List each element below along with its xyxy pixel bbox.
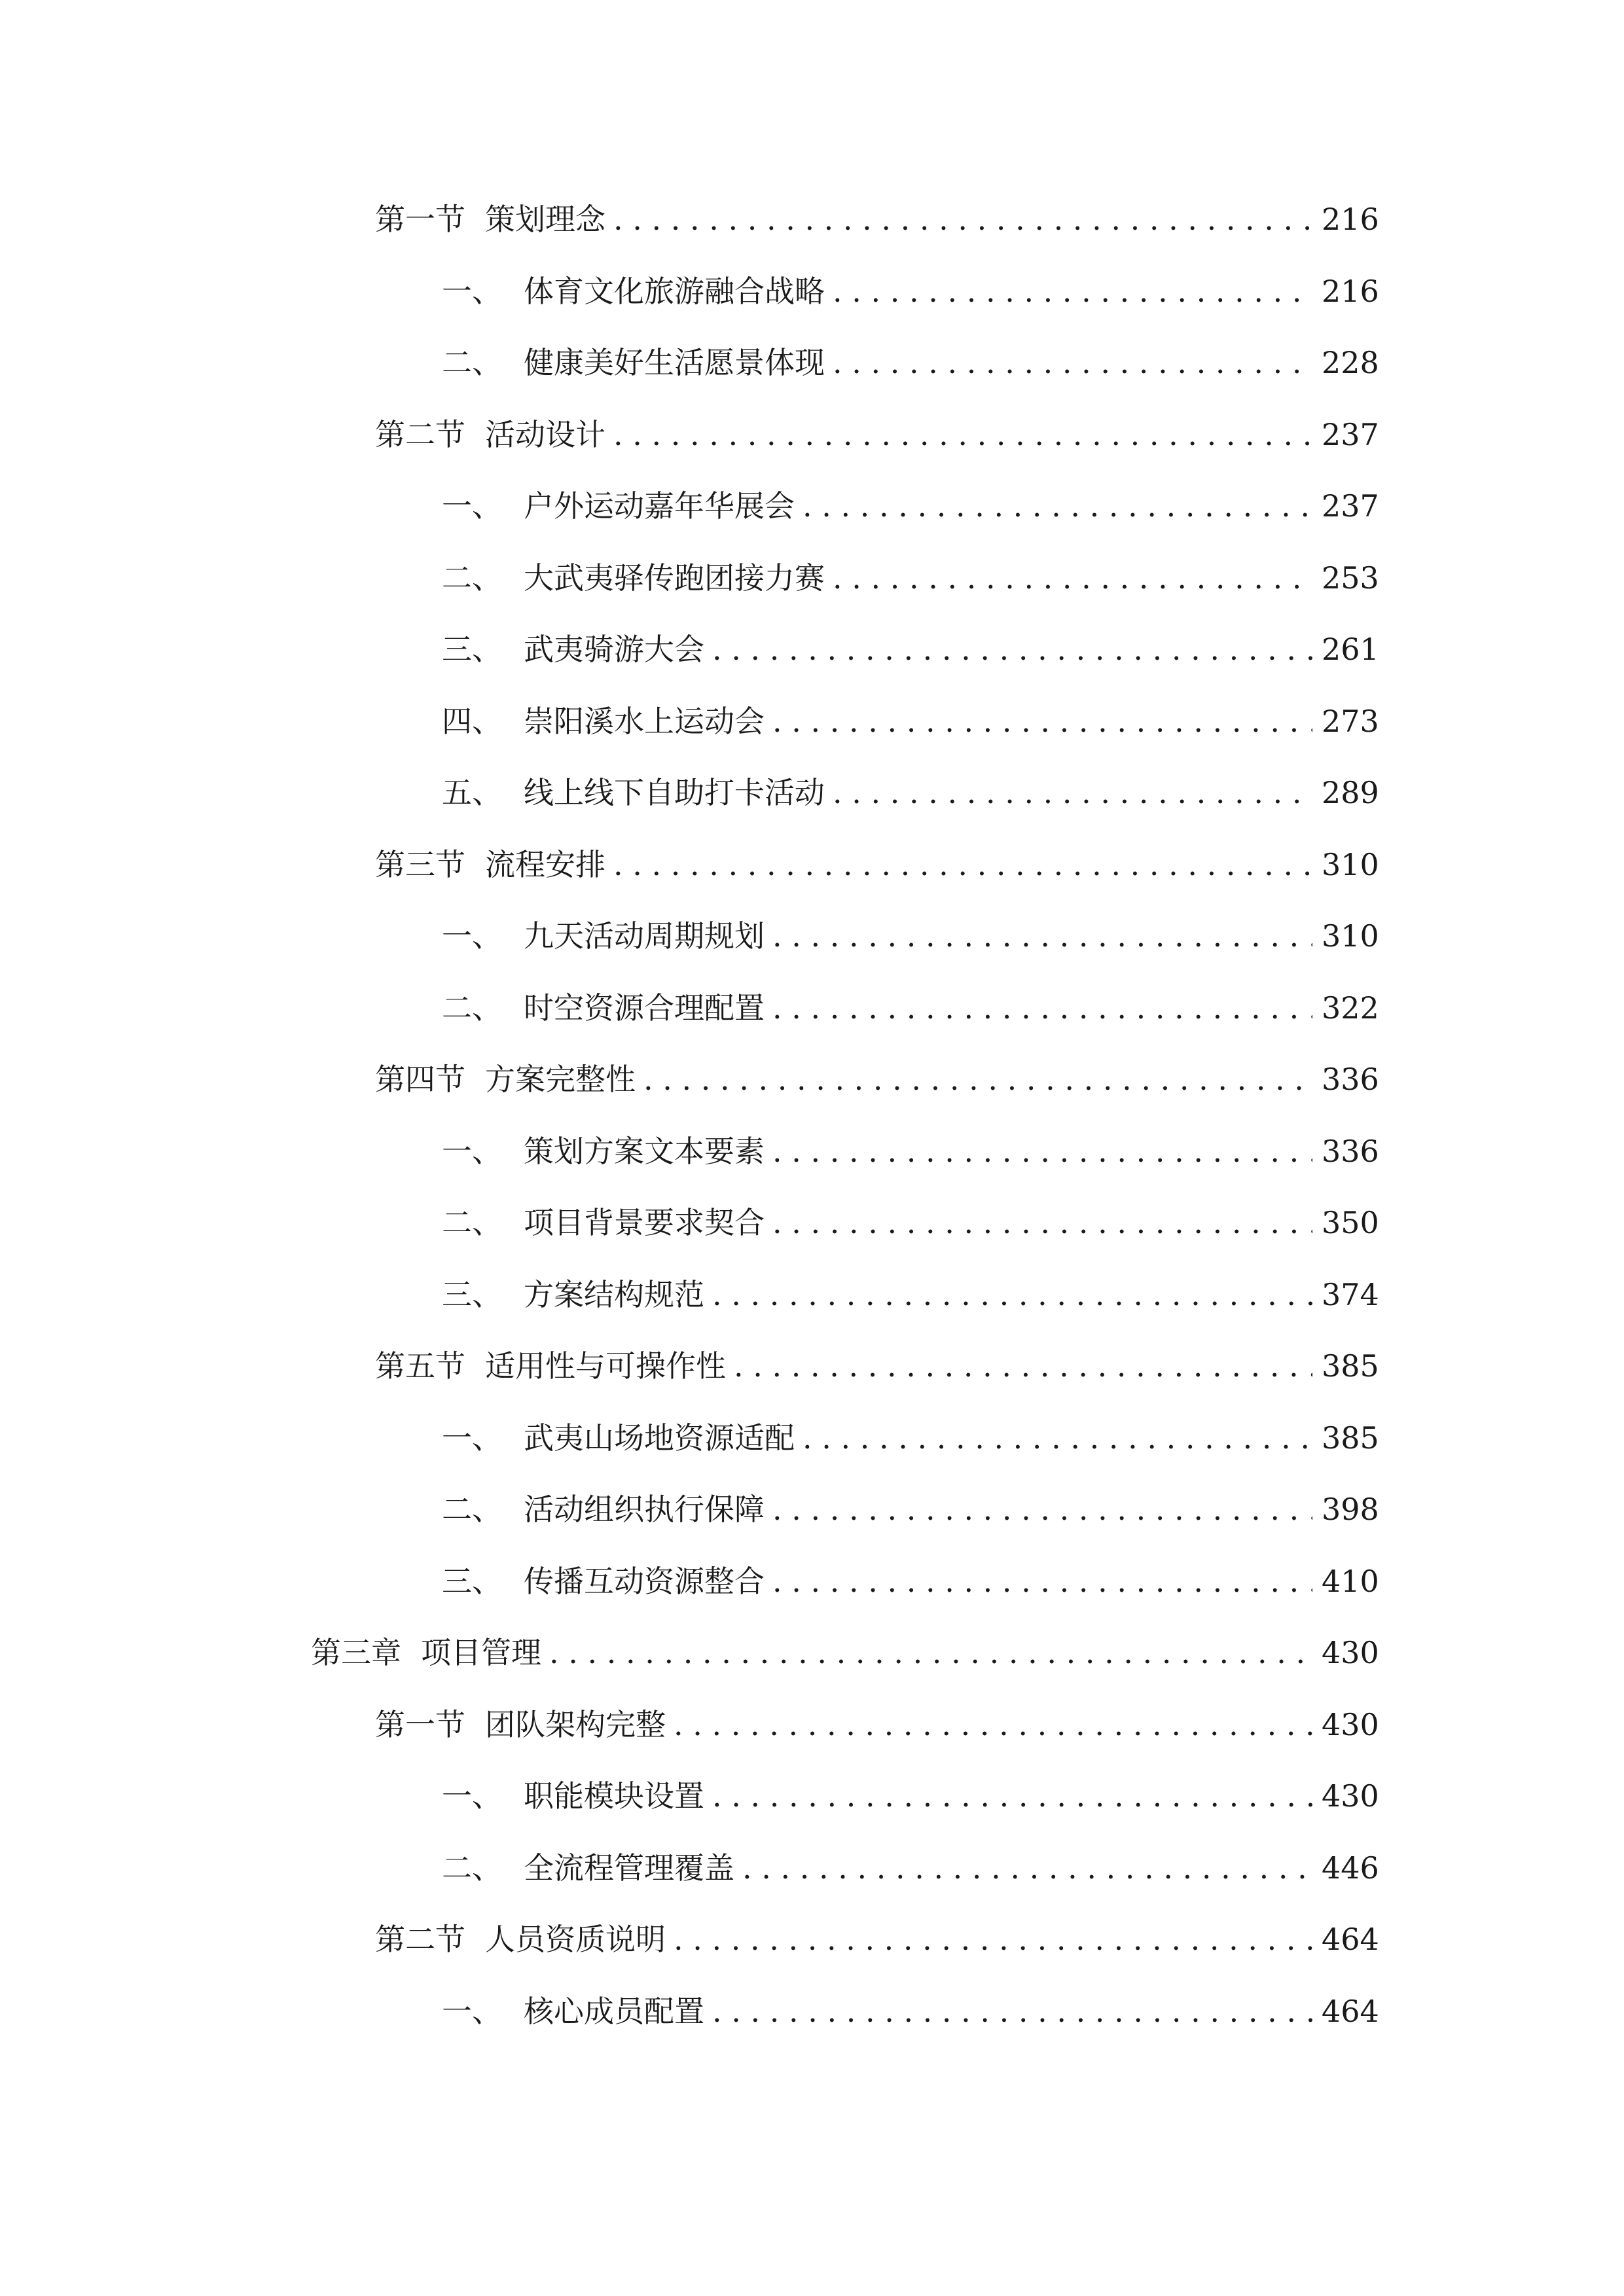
dot-leader bbox=[734, 1343, 1312, 1389]
toc-entry-page: 336 bbox=[1322, 1134, 1379, 1169]
toc-entry[interactable] bbox=[375, 196, 1379, 242]
toc-entry[interactable] bbox=[375, 842, 1379, 888]
toc-entry-title: 团队架构完整 bbox=[485, 1707, 666, 1742]
toc-entry-page: 216 bbox=[1322, 202, 1379, 237]
dot-leader bbox=[613, 842, 1312, 888]
toc-entry-title: 武夷骑游大会 bbox=[524, 632, 704, 667]
toc-entry-page: 310 bbox=[1322, 918, 1379, 954]
toc-entry-number: 一、 bbox=[442, 1778, 502, 1814]
toc-entry-title: 武夷山场地资源适配 bbox=[524, 1420, 795, 1456]
toc-entry-number: 第五节 bbox=[375, 1348, 465, 1384]
toc-entry-page: 310 bbox=[1322, 847, 1379, 882]
toc-entry-title: 适用性与可操作性 bbox=[485, 1348, 726, 1384]
toc-entry[interactable] bbox=[442, 1128, 1379, 1174]
dot-leader bbox=[712, 1272, 1312, 1318]
toc-entry-title: 职能模块设置 bbox=[524, 1778, 704, 1814]
dot-leader bbox=[772, 985, 1312, 1031]
toc-entry[interactable] bbox=[442, 555, 1379, 601]
dot-leader bbox=[803, 1415, 1312, 1461]
toc-entry-page: 464 bbox=[1322, 1922, 1379, 1957]
toc-entry-number: 二、 bbox=[442, 1205, 502, 1240]
toc-entry-page: 446 bbox=[1322, 1850, 1379, 1886]
toc-entry-number: 三、 bbox=[442, 632, 502, 667]
toc-entry-page: 385 bbox=[1322, 1420, 1379, 1456]
toc-entry[interactable] bbox=[442, 1558, 1379, 1604]
toc-entry-page: 237 bbox=[1322, 488, 1379, 524]
toc-entry-title: 线上线下自助打卡活动 bbox=[524, 775, 825, 810]
toc-entry-title: 方案完整性 bbox=[485, 1062, 636, 1097]
toc-entry-title: 策划理念 bbox=[485, 202, 605, 237]
dot-leader bbox=[674, 1702, 1312, 1748]
dot-leader bbox=[833, 268, 1312, 314]
toc-entry[interactable] bbox=[375, 1056, 1379, 1102]
dot-leader bbox=[833, 555, 1312, 601]
toc-entry-title: 项目背景要求契合 bbox=[524, 1205, 765, 1240]
toc-entry-title: 方案结构规范 bbox=[524, 1277, 704, 1312]
toc-entry[interactable] bbox=[442, 1415, 1379, 1461]
toc-entry-page: 253 bbox=[1322, 560, 1379, 596]
toc-entry-number: 一、 bbox=[442, 1134, 502, 1169]
toc-entry[interactable] bbox=[442, 1845, 1379, 1891]
toc-entry-page: 237 bbox=[1322, 417, 1379, 452]
toc-entry-title: 流程安排 bbox=[485, 847, 605, 882]
toc-entry-number: 第四节 bbox=[375, 1062, 465, 1097]
toc-entry-number: 二、 bbox=[442, 990, 502, 1026]
toc-entry-title: 核心成员配置 bbox=[524, 1994, 704, 2029]
dot-leader bbox=[613, 196, 1312, 242]
toc-entry-title: 活动组织执行保障 bbox=[524, 1492, 765, 1527]
toc-entry-number: 二、 bbox=[442, 345, 502, 380]
toc-entry[interactable] bbox=[442, 626, 1379, 672]
toc-entry[interactable] bbox=[442, 1988, 1379, 2034]
dot-leader bbox=[772, 1558, 1312, 1604]
dot-leader bbox=[833, 770, 1312, 816]
dot-leader bbox=[772, 913, 1312, 959]
dot-leader bbox=[742, 1845, 1312, 1891]
toc-entry-number: 二、 bbox=[442, 1492, 502, 1527]
toc-entry[interactable] bbox=[442, 1486, 1379, 1532]
dot-leader bbox=[772, 1128, 1312, 1174]
toc-entry-title: 户外运动嘉年华展会 bbox=[524, 488, 795, 524]
toc-entry[interactable] bbox=[442, 770, 1379, 816]
toc-entry-page: 374 bbox=[1322, 1277, 1379, 1312]
toc-entry-number: 一、 bbox=[442, 274, 502, 309]
toc-entry-title: 活动设计 bbox=[485, 417, 605, 452]
toc-entry-page: 216 bbox=[1322, 274, 1379, 309]
dot-leader bbox=[643, 1056, 1312, 1102]
toc-entry[interactable] bbox=[442, 268, 1379, 314]
dot-leader bbox=[772, 698, 1312, 744]
toc-entry-number: 一、 bbox=[442, 1420, 502, 1456]
toc-entry[interactable] bbox=[311, 1630, 1379, 1676]
toc-entry-title: 传播互动资源整合 bbox=[524, 1564, 765, 1599]
dot-leader bbox=[712, 1988, 1312, 2034]
toc-entry-number: 二、 bbox=[442, 560, 502, 596]
toc-entry-title: 项目管理 bbox=[421, 1635, 541, 1670]
toc-entry-page: 464 bbox=[1322, 1994, 1379, 2029]
toc-entry[interactable] bbox=[442, 985, 1379, 1031]
toc-entry-page: 336 bbox=[1322, 1062, 1379, 1097]
toc-entry-number: 一、 bbox=[442, 918, 502, 954]
dot-leader bbox=[613, 412, 1312, 457]
toc-entry-title: 策划方案文本要素 bbox=[524, 1134, 765, 1169]
toc-entry-title: 体育文化旅游融合战略 bbox=[524, 274, 825, 309]
dot-leader bbox=[549, 1630, 1312, 1676]
toc-entry-number: 第三节 bbox=[375, 847, 465, 882]
toc-entry-page: 430 bbox=[1322, 1778, 1379, 1814]
toc-entry-title: 人员资质说明 bbox=[485, 1922, 666, 1957]
toc-entry-title: 全流程管理覆盖 bbox=[524, 1850, 734, 1886]
toc-entry-page: 430 bbox=[1322, 1635, 1379, 1670]
dot-leader bbox=[772, 1200, 1312, 1246]
toc-entry-page: 350 bbox=[1322, 1205, 1379, 1240]
dot-leader bbox=[803, 483, 1312, 529]
toc-entry[interactable] bbox=[442, 698, 1379, 744]
dot-leader bbox=[674, 1916, 1312, 1962]
toc-entry-number: 第三章 bbox=[311, 1635, 401, 1670]
toc-entry-number: 三、 bbox=[442, 1277, 502, 1312]
toc-entry-page: 289 bbox=[1322, 775, 1379, 810]
toc-entry[interactable] bbox=[442, 1200, 1379, 1246]
toc-entry[interactable] bbox=[442, 483, 1379, 529]
toc-entry[interactable] bbox=[442, 913, 1379, 959]
toc-entry[interactable] bbox=[442, 1272, 1379, 1318]
toc-entry-number: 第二节 bbox=[375, 1922, 465, 1957]
toc-entry-number: 第二节 bbox=[375, 417, 465, 452]
toc-entry-page: 398 bbox=[1322, 1492, 1379, 1527]
toc-entry-number: 三、 bbox=[442, 1564, 502, 1599]
toc-entry-page: 322 bbox=[1322, 990, 1379, 1026]
toc-entry-number: 一、 bbox=[442, 1994, 502, 2029]
toc-entry-title: 大武夷驿传跑团接力赛 bbox=[524, 560, 825, 596]
toc-entry[interactable] bbox=[375, 1702, 1379, 1748]
dot-leader bbox=[712, 626, 1312, 672]
dot-leader bbox=[772, 1486, 1312, 1532]
toc-entry-title: 健康美好生活愿景体现 bbox=[524, 345, 825, 380]
toc-entry-number: 第一节 bbox=[375, 1707, 465, 1742]
toc-entry[interactable] bbox=[442, 1773, 1379, 1819]
toc-entry-number: 四、 bbox=[442, 704, 502, 739]
dot-leader bbox=[833, 340, 1312, 386]
toc-entry[interactable] bbox=[375, 1916, 1379, 1962]
toc-entry-page: 228 bbox=[1322, 345, 1379, 380]
toc-entry-number: 二、 bbox=[442, 1850, 502, 1886]
toc-entry-number: 第一节 bbox=[375, 202, 465, 237]
toc-entry-page: 273 bbox=[1322, 704, 1379, 739]
toc-entry-title: 崇阳溪水上运动会 bbox=[524, 704, 765, 739]
toc-entry-page: 430 bbox=[1322, 1707, 1379, 1742]
toc-entry[interactable] bbox=[375, 1343, 1379, 1389]
toc-entry[interactable] bbox=[442, 340, 1379, 386]
toc-entry-page: 261 bbox=[1322, 632, 1379, 667]
toc-entry-page: 385 bbox=[1322, 1348, 1379, 1384]
toc-entry-title: 九天活动周期规划 bbox=[524, 918, 765, 954]
toc-entry[interactable] bbox=[375, 412, 1379, 457]
toc-entry-number: 五、 bbox=[442, 775, 502, 810]
dot-leader bbox=[712, 1773, 1312, 1819]
toc-entry-title: 时空资源合理配置 bbox=[524, 990, 765, 1026]
toc-entry-page: 410 bbox=[1322, 1564, 1379, 1599]
toc-entry-number: 一、 bbox=[442, 488, 502, 524]
